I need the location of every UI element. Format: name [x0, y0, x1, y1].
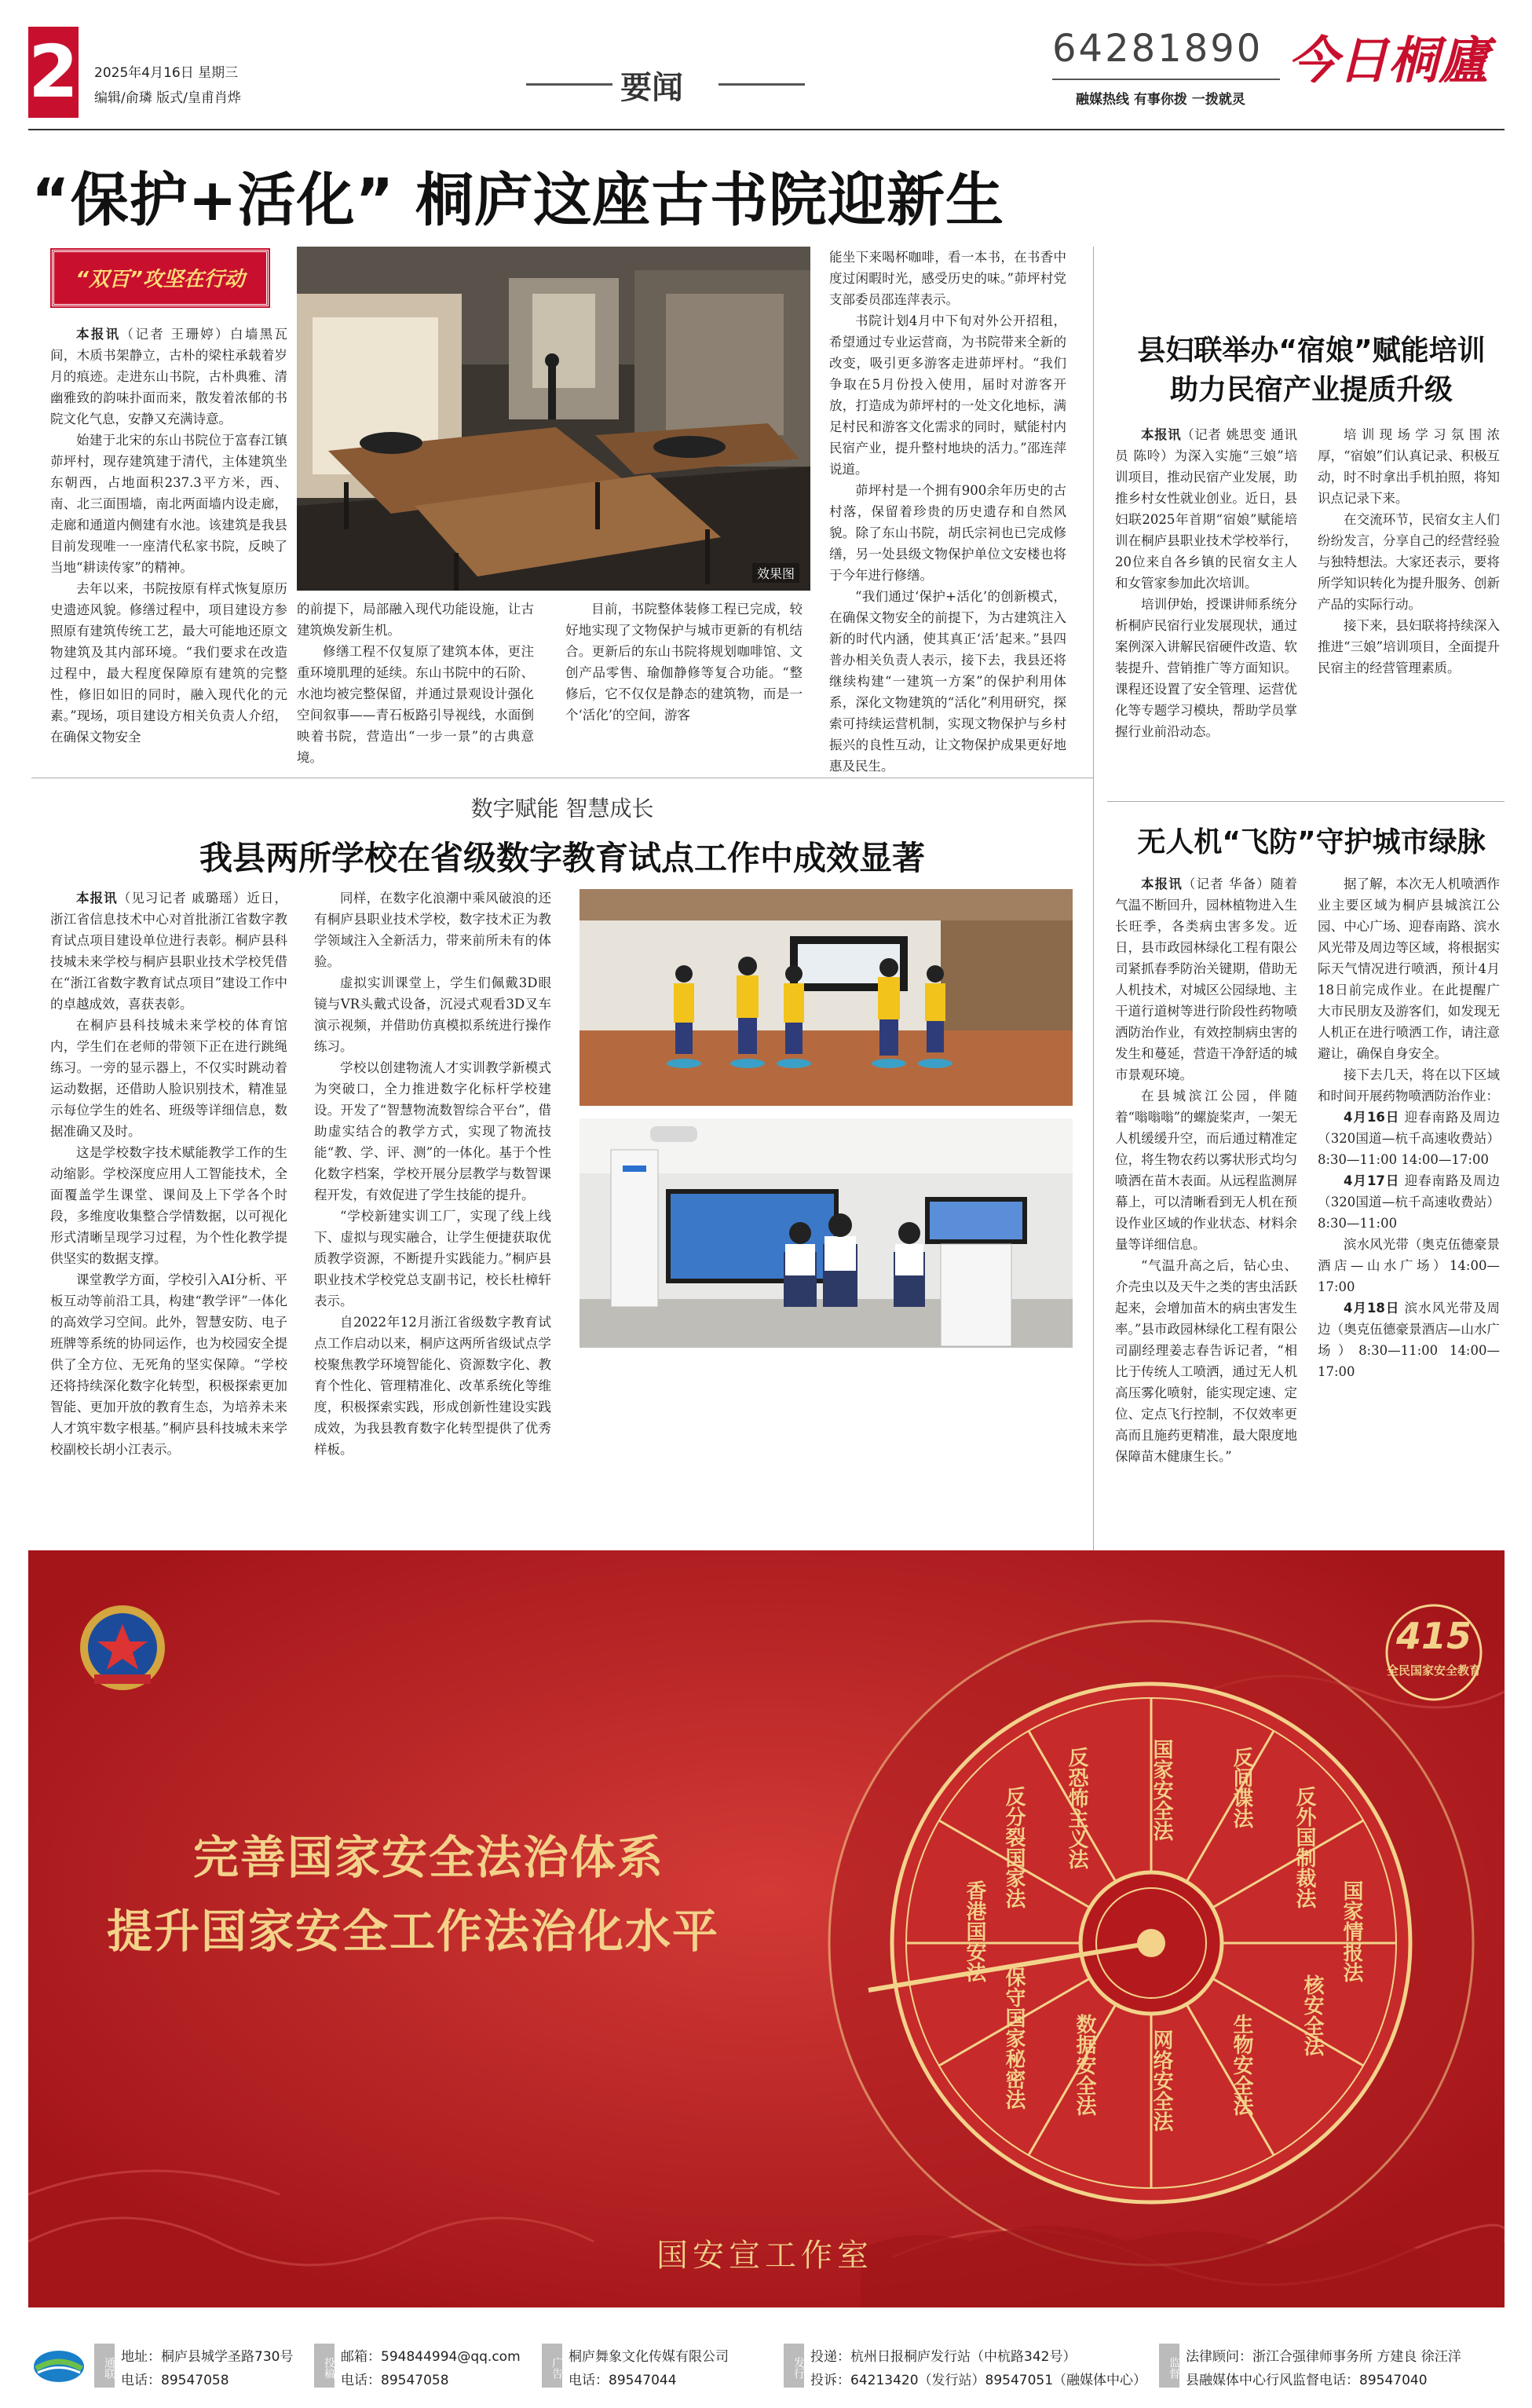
spray-schedule: [1318, 1107, 1500, 1382]
article2-paragraph: 培训伊始，授课讲师系统分析桐庐民宿行业发展现状，通过案例深入讲解民宿硬件改造、软装提升、营销推广等方面知识。课程还设置了安全管理、运营优化等专题学习模块，帮助学员掌握行业前沿动态。: [1115, 597, 1297, 739]
article4-paragraph: 据了解，本次无人机喷洒作业主要区域为桐庐县城滨江公园、中心广场、迎春南路、滨水风光带及周边等区域，将根据实际天气情况进行喷洒，预计4月18日前完成作业。在此提醒广大市民朋友及游客们，如发现无人机正在进行喷洒工作，请注意避让，确保自身安全。: [1318, 876, 1500, 1061]
wheel-label: 国家情报法: [1340, 1880, 1363, 1982]
rope-skipping-photo: [580, 889, 1073, 1106]
section-rule-left: [526, 83, 612, 86]
paper-logo: 今日桐廬: [1288, 31, 1489, 90]
page-footer: [0, 2312, 1532, 2408]
article4-col1: [1115, 873, 1297, 1467]
wheel-label: 反恐怖主义法: [1065, 1747, 1088, 1869]
national-security-psa: [28, 1550, 1505, 2307]
section-divider: [1107, 801, 1505, 802]
psa-headline-line1: 完善国家安全法治体系: [193, 1831, 665, 1884]
article1-paragraph: 修缮工程不仅复原了建筑本体，更注重环境肌理的延续。东山书院中的石阶、水池均被完整保留，并通过景观设计强化空间叙事——青石板路引导视线，水面倒映着书院，营造出“一步一景”的古典意境。: [297, 644, 534, 765]
footer-complaint: 投诉：64213420（发行站）89547051（融媒体中心）: [810, 2373, 1147, 2388]
schedule-item: 4月17日 迎春南路及周边（320国道—杭千高速收费站）8:30—11:00: [1318, 1173, 1500, 1231]
article2-col2: [1318, 424, 1500, 679]
footer-address: 地址：桐庐县城学圣路730号: [121, 2349, 294, 2365]
article1-paragraph: 茆坪村是一个拥有900余年历史的古村落，保留着珍贵的历史遗存和自然风貌。除了东山书院，胡氏宗祠也已完成修缮，另一处县级文物保护单位文安楼也将于今年进行修缮。: [829, 483, 1066, 583]
article4-paragraph: 本报讯（记者 华备）随着气温不断回升，园林植物进入生长旺季，各类病虫害多发。近日，县市政园林绿化工程有限公司紧抓春季防治关键期，借助无人机技术，对城区公园绿地、主干道行道树等进行阶段性药物喷洒防治作业，有效控制病虫害的发生和蔓延，营造干净舒适的城市景观环境。: [1115, 876, 1298, 1082]
footer-label-ads: 广告: [542, 2344, 562, 2388]
wheel-label: 国家安全法: [1150, 1739, 1173, 1841]
article3-paragraph: 课堂教学方面，学校引入AI分析、平板互动等前沿工具，构建“教学评”一体化的高效学习空间。此外，智慧安防、电子班牌等系统的协同运作，也为校园安全提供了全方位、无死角的坚实保障。“学校还将持续深化数字化转型，积极探索更加智能、更加开放的教育生态，为培养未来人才筑牢数字根基。”桐庐县科技城未来学校副校长胡小江表示。: [50, 1272, 287, 1457]
wheel-label: 反外国制裁法: [1293, 1786, 1316, 1908]
article1-paragraph: 目前，书院整体装修工程已完成，较好地实现了文物保护与城市更新的有机结合。更新后的东山书院将规划咖啡馆、文创产品零售、瑜伽静修等复合功能。“整修后，它不仅仅是静态的建筑物，而是一个‘活化’的空间，游客: [565, 602, 803, 723]
article4-paragraph: 在县城滨江公园，伴随着“嗡嗡嗡”的螺旋桨声，一架无人机缓缓升空，而后通过精准定位，将生物农药以雾状形式均匀喷洒在苗木表面。从远程监测屏幕上，可以清晰看到无人机在预设作业区域的作业状态、材料余量等详细信息。: [1115, 1089, 1297, 1252]
wheel-label: 生物安全法: [1230, 2014, 1253, 2116]
tonglu-media-logo-icon: [31, 2347, 86, 2386]
schedule-item: 4月16日 迎春南路及周边（320国道—杭千高速收费站）8:30—11:00 14:00—17:00: [1318, 1110, 1500, 1167]
issue-date: 2025年4月16日 星期三: [94, 65, 239, 81]
wheel-label: 反分裂国家法: [1002, 1786, 1026, 1908]
footer-submit-phone: 电话：89547058: [341, 2373, 449, 2388]
wheel-label: 保守国家秘密法: [1002, 1967, 1026, 2110]
footer-legal-counsel: 法律顾问：浙江合强律师事务所 方建良 徐汪洋: [1186, 2349, 1461, 2365]
article4-col2: [1318, 873, 1500, 1382]
article2-paragraph: 在交流环节，民宿女主人们纷纷发言，分享自己的经营经验与独特想法。大家还表示，要将所学知识转化为提升服务、创新产品的实际行动。: [1318, 512, 1500, 612]
hotline-rule: [1052, 79, 1280, 80]
footer-supervision-phone: 县融媒体中心行风监督电话：89547040: [1186, 2373, 1428, 2388]
article1-paragraph: “我们通过‘保护+活化’的创新模式，在确保文物安全的前提下，为古建筑注入新的时代内涵，使其真正‘活’起来。”县四普办相关负责人表示，接下去，我县还将继续构建“一建筑一方案”的保护利用体系，深化文物建筑的“活化”利用研究，探索可持续运营机制，实现文物保护与乡村振兴的良性互动，让文物保护成果更好地惠及民生。: [829, 589, 1066, 774]
article3-paragraph: 本报讯（见习记者 戚璐瑶）近日，浙江省信息技术中心对首批浙江省数字教育试点项目建设单位进行表彰。桐庐县科技城未来学校与桐庐县职业技术学校凭借在“浙江省数字教育试点项目”建设工作中的卓越成效，喜获表彰。: [50, 891, 288, 1012]
hotline-number: 64281890: [1052, 27, 1263, 71]
restaurant-interior-illustration: [297, 247, 810, 591]
footer-ad-company: 桐庐舞象文化传媒有限公司: [569, 2349, 729, 2365]
footer-label-distribution: 发行: [784, 2344, 804, 2388]
article1-paragraph: 始建于北宋的东山书院位于富春江镇茆坪村，现存建筑建于清代，主体建筑坐东朝西，占地面积237.3平方米，西、南、北三面围墙，南北两面墙内设走廊，走廊和通道内侧建有水池。该建筑是我县目前发现唯一一座清代私家书院，反映了当地“耕读传家”的精神。: [50, 433, 287, 575]
footer-label-supervision: 监督: [1159, 2344, 1179, 2388]
campaign-tag: [52, 250, 269, 306]
article1-col2: [297, 598, 534, 768]
footer-email: 邮箱：594844994@qq.com: [341, 2349, 521, 2365]
article3-paragraph: 学校以创建物流人才实训教学新模式为突破口，全力推进数字化标杆学校建设。开发了“智慧物流数智综合平台”，借助虚实结合的教学方式，实现了物流技能“教、学、评、测”的一体化。基于个性化数字档案，学校开展分层教学与数智课程开发，有效促进了学生技能的提升。: [314, 1060, 551, 1202]
article2-title-line2: 助力民宿产业提质升级: [1169, 374, 1453, 406]
article3-paragraph: 这是学校数字技术赋能教学工作的生动缩影。学校深度应用人工智能技术，全面覆盖学生课堂、课间及上下学各个时段，多维度收集整合学情数据，以可视化形式清晰呈现学习过程，为个性化教学提供坚实的数据支撑。: [50, 1145, 287, 1266]
column-divider: [1093, 247, 1094, 1550]
article3-paragraph: 同样，在数字化浪潮中乘风破浪的还有桐庐县职业技术学校，数字技术正为教学领域注入全新活力，带来前所未有的体验。: [314, 891, 551, 969]
article2-title-line1: 县妇联举办“宿娘”赋能培训: [1137, 335, 1486, 367]
page-number: 2: [28, 27, 79, 118]
schedule-item: 滨水风光带（奥克伍德豪景酒店—山水广场）14:00—17:00: [1318, 1237, 1500, 1294]
wheel-label: 数据安全法: [1073, 2014, 1096, 2116]
campaign-tag-label: “双百”攻坚在行动: [75, 268, 245, 291]
article1-paragraph: 去年以来，书院按原有样式恢复原历史遗迹风貌。修缮过程中，项目建设方参照原有建筑传统工艺，最大可能地还原文物建筑及其内部环境。“我们要求在改造过程中，最大程度保障原有建筑的完整性，修旧如旧的同时，融入现代化的元素。”现场，项目建设方相关负责人介绍，在确保文物安全: [50, 581, 287, 745]
editors-credit: 编辑/俞璘 版式/皇甫肖烨: [94, 90, 241, 106]
article1-paragraph: 的前提下，局部融入现代功能设施，让古建筑焕发新生机。: [297, 602, 534, 638]
schedule-item: 4月18日 滨水风光带及周边（奥克伍德豪景酒店—山水广场）8:30—11:00 14:00—17:00: [1318, 1301, 1500, 1379]
wheel-label: 核安全法: [1300, 1974, 1324, 2056]
article1-paragraph: 书院计划4月中下旬对外公开招租，希望通过专业运营商，为书院带来全新的改变，吸引更多游客走进茆坪村。“我们争取在5月份投入使用，届时对游客开放，打造成为茆坪村的一处文化地标，满足村民和游客文化需求的同时，赋能村内民宿产业，提升整村地块的活力。”邵连萍说道。: [829, 313, 1066, 477]
article2-paragraph: 培训现场学习氛围浓厚，“宿娘”们认真记录、积极互动，时不时拿出手机拍照，将知识点记录下来。: [1318, 427, 1500, 506]
masthead: [0, 0, 1532, 149]
article1-title: “保护+活化” 桐庐这座古书院迎新生: [31, 167, 1005, 234]
article3-paragraph: 虚拟实训课堂上，学生们佩戴3D眼镜与VR头戴式设备，沉浸式观看3D叉车演示视频，并借助仿真模拟系统进行操作练习。: [314, 975, 551, 1054]
footer-phone: 电话：89547058: [121, 2373, 229, 2388]
article3-col1: [50, 887, 287, 1460]
bookstore-rendering-photo: [297, 247, 810, 591]
footer-ad-phone: 电话：89547044: [569, 2373, 677, 2388]
article1-col3: [565, 598, 803, 726]
wheel-label: 香港国安法: [963, 1880, 986, 1982]
psa-footer: 国安宣工作室: [656, 2238, 873, 2274]
psa-badge-number: 415: [1395, 1615, 1472, 1657]
vr-lab-photo: [580, 1118, 1073, 1348]
article4-paragraph: “气温升高之后，钻心虫、介壳虫以及天牛之类的害虫活跃起来，会增加苗木的病虫害发生率。”县市政园林绿化工程有限公司副经理姜志春告诉记者，“相比于传统人工喷洒，通过无人机高压雾化喷射，能实现定速、定位、定点飞行控制，不仅效率更高而且施药更精准，最大限度地保障苗木健康生长。”: [1115, 1258, 1297, 1464]
article2-col1: [1115, 424, 1297, 742]
article2-paragraph: 本报讯（记者 姚思变 通讯员 陈呤）为深入实施“三娘”培训项目，推动民宿产业发展，助推乡村女性就业创业。近日，县妇联2025年首期“宿娘”赋能培训在桐庐县职业技术学校举行，20位来自各乡镇的民宿女主人和女管家参加此次培训。: [1115, 427, 1298, 591]
section-rule-right: [718, 83, 805, 86]
article4-paragraph: 接下去几天，将在以下区域和时间开展药物喷洒防治作业：: [1318, 1067, 1500, 1103]
article4-title: 无人机“飞防”守护城市绿脉: [1137, 826, 1486, 858]
footer-label-contact: 通联: [94, 2344, 115, 2388]
footer-label-submit: 投稿: [314, 2344, 335, 2388]
masthead-rule: [28, 129, 1505, 130]
vr-lab-illustration: [580, 1118, 1073, 1348]
footer-logo: [31, 2347, 86, 2386]
footer-delivery: 投递：杭州日报桐庐发行站（中杭路342号）: [810, 2349, 1077, 2365]
article1-paragraph: 本报讯（记者 王珊婷）白墙黑瓦间，木质书架静立，古朴的梁柱承载着岁月的痕迹。走进东山书院，古朴典雅、清幽雅致的韵味扑面而来，散发着浓郁的书院文化气息，安静又充满诗意。: [50, 327, 288, 426]
hotline-slogan: 融媒热线 有事你拨 一拨就灵: [1076, 92, 1245, 108]
article3-title: 我县两所学校在省级数字教育试点工作中成效显著: [199, 839, 925, 877]
psa-badge-caption: 全民国家安全教育: [1386, 1663, 1481, 1678]
photo-caption: 效果图: [752, 563, 799, 583]
psa-headline-line2: 提升国家安全工作法治化水平: [107, 1905, 720, 1958]
article3-col2: [314, 887, 551, 1460]
wheel-label: 反间谍法: [1230, 1747, 1253, 1828]
article1-col4: [829, 247, 1066, 777]
article3-paragraph: 自2022年12月浙江省级数字教育试点工作启动以来，桐庐这两所省级试点学校聚焦教学环境智能化、资源数字化、教育个性化、管理精准化、改革系统化等维度，积极探索实践，形成创新性建设实践成效，为我县教育数字化转型提供了优秀样板。: [314, 1315, 551, 1457]
article1-col1: [50, 324, 287, 748]
wheel-label: 网络安全法: [1150, 2029, 1173, 2132]
article3-kicker: 数字赋能 智慧成长: [470, 796, 654, 822]
article2-paragraph: 接下来，县妇联将持续深入推进“三娘”培训项目，全面提升民宿主的经营管理素质。: [1318, 618, 1500, 675]
article3-paragraph: “学校新建实训工厂，实现了线上线下、虚拟与现实融合，让学生便捷获取优质教学资源，不断提升实践能力。”桐庐县职业技术学校党总支副书记，校长杜樟轩表示。: [314, 1209, 551, 1308]
article1-paragraph: 能坐下来喝杯咖啡，看一本书，在书香中度过闲暇时光，感受历史的味。”茆坪村党支部委员邵连萍表示。: [829, 250, 1066, 307]
section-title: 要闻: [620, 70, 683, 106]
article3-paragraph: 在桐庐县科技城未来学校的体育馆内，学生们在老师的带领下正在进行跳绳练习。一旁的显示器上，不仅实时跳动着运动数据，还借助人脸识别技术，精准显示每位学生的姓名、班级等详细信息，数据准确又及时。: [50, 1018, 287, 1139]
gym-illustration: [580, 889, 1073, 1106]
